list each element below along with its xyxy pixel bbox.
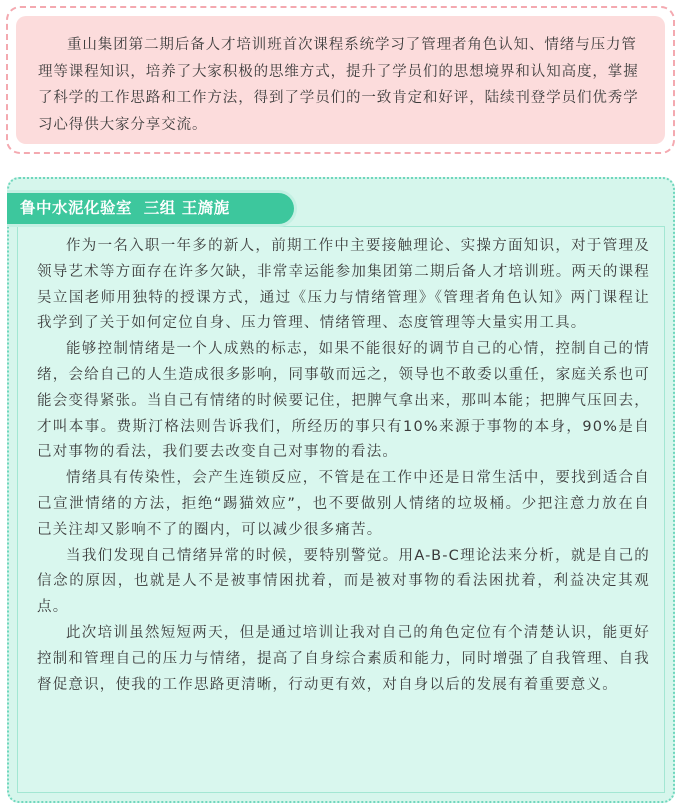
intro-card: [16, 16, 665, 144]
article-body: [17, 226, 665, 793]
article-paragraph: 情绪具有传染性，会产生连锁反应，不管是在工作中还是日常生活中，要找到适合自己宣泄情绪的方法，拒绝“踢猫效应”，也不要做别人情绪的垃圾桶。少把注意力放在自己关注却又影响不了的圈内，可以减少很多痛苦。: [37, 470, 650, 538]
article-paragraph: 作为一名入职一年多的新人，前期工作中主要接触理论、实操方面知识，对于管理及领导艺术等方面存在许多欠缺，非常幸运能参加集团第二期后备人才培训班。两天的课程吴立国老师用独特的授课方式，通过《压力与情绪管理》《管理者角色认知》两门课程让我学到了关于如何定位自身、压力管理、情绪管理、态度管理等大量实用工具。: [37, 238, 650, 332]
article-card: [7, 177, 675, 803]
intro-card-border: [6, 6, 675, 154]
intro-text: 重山集团第二期后备人才培训班首次课程系统学习了管理者角色认知、情绪与压力管理等课程知识，培养了大家积极的思维方式，提升了学员们的思想境界和认知高度，掌握了科学的工作思路和工作方法，得到了学员们的一致肯定和好评，陆续刊登学员们优秀学习心得供大家分享交流。: [38, 37, 639, 133]
article-paragraph: 此次培训虽然短短两天，但是通过培训让我对自己的角色定位有个清楚认识，能更好控制和管理自己的压力与情绪，提高了自身综合素质和能力，同时增强了自我管理、自我督促意识，使我的工作思路更清晰，行动更有效，对自身以后的发展有着重要意义。: [37, 624, 650, 693]
article-paragraph: 当我们发现自己情绪异常的时候，要特别警觉。用A-B-C理论法来分析，就是自己的信念的原因，也就是人不是被事情困扰着，而是被对事物的看法困扰着，利益决定其观点。: [37, 547, 650, 616]
article-paragraph: 能够控制情绪是一个人成熟的标志，如果不能很好的调节自己的心情，控制自己的情绪，会给自己的人生造成很多影响，同事敬而远之，领导也不敢委以重任，家庭关系也可能会变得紧张。当自己有情绪的时候要记住，把脾气拿出来，那叫本能；把脾气压回去，才叫本事。费斯汀格法则告诉我们，所经历的事只有10%来源于事物的本身，90%是自己对事物的看法，我们要去改变自己对事物的看法。: [37, 341, 650, 461]
author-tag: 鲁中水泥化验室 三组 王旖旎: [7, 190, 297, 227]
